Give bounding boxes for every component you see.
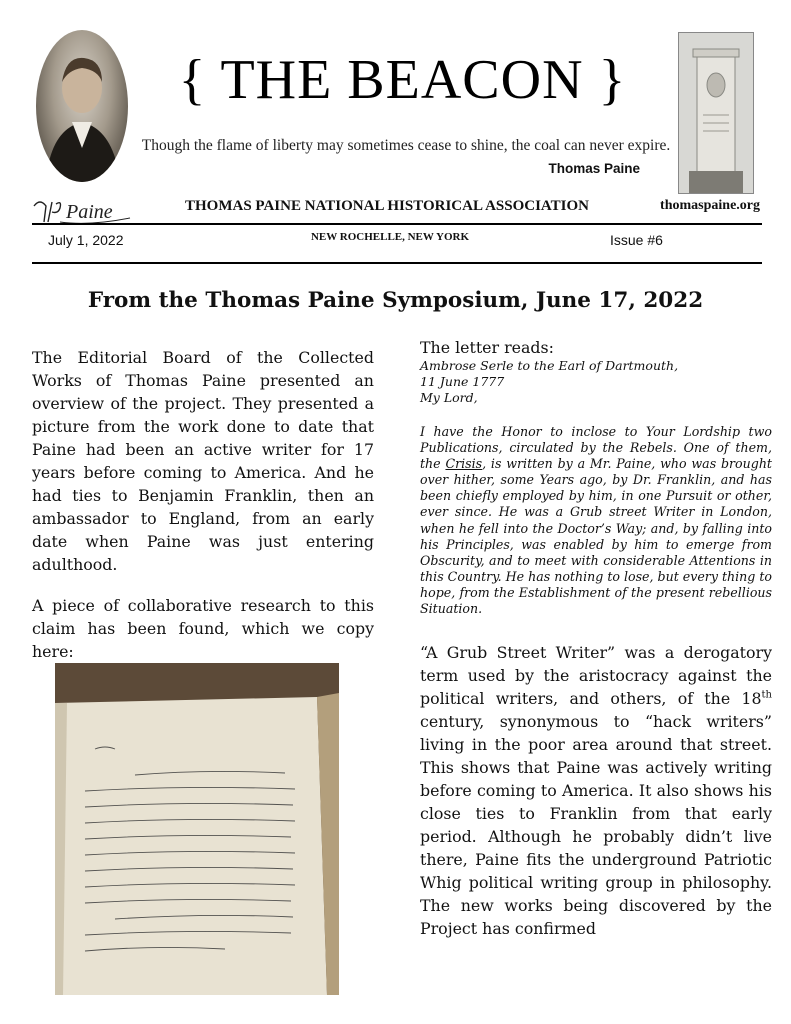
letter-header-line-1: Ambrose Serle to the Earl of Dartmouth, xyxy=(420,358,679,373)
research-paragraph: A piece of collaborative research to this claim has been found, which we copy here: xyxy=(32,596,374,661)
right-column xyxy=(420,338,772,940)
letter-intro: The letter reads: xyxy=(420,338,554,357)
association-name: THOMAS PAINE NATIONAL HISTORICAL ASSOCIATION xyxy=(185,198,589,214)
ordinal-suffix: th xyxy=(761,689,772,701)
grub-street-paragraph: “A Grub Street Writer” was a derogatory term used by the aristocracy against the political writers, and others, of the 18th century, synonymous to “hack writers” living in the poor area around that street. This shows that Paine was actively writing before coming to America. It also shows his close ties to Franklin from that early period. Although he probably didn’t live there, Paine fits the underground Patriotic Whig political writing group in philosophy. The new works being discovered by the Project has confirmed xyxy=(420,643,772,939)
article-headline: From the Thomas Paine Symposium, June 17, 2022 xyxy=(87,288,704,313)
letter-header-line-2: 11 June 1777 xyxy=(420,374,505,389)
left-column xyxy=(32,346,374,681)
crisis-title: Crisis xyxy=(445,456,483,472)
issue-location: NEW ROCHELLE, NEW YORK xyxy=(310,231,470,243)
website-link[interactable]: thomaspaine.org xyxy=(660,198,760,213)
thomas-paine-portrait xyxy=(36,30,128,182)
letter-manuscript-photo xyxy=(55,663,339,995)
svg-text:Paine: Paine xyxy=(66,201,113,223)
newsletter-title: { THE BEACON } xyxy=(178,49,627,111)
masthead-motto: Though the flame of liberty may sometimes cease to shine, the coal can never expire. xyxy=(141,137,671,154)
motto-author: Thomas Paine xyxy=(548,161,640,176)
letter-body: I have the Honor to inclose to Your Lordship two Publications, circulated by the Rebels. One of them, the Crisis, is written by a Mr. Paine, who was brought over hither, some Years ago, by Dr. Franklin, and has been chiefly employed by him, in one Pursuit or other, ever since. He was a Grub street Writer in London, when he fell into the Doctor’s Way; and, by falling into his Principles, was enabled by him to emerge from Obscurity, and to meet with considerable Attentions in this Country. He has nothing to lose, but every thing to hope, from the Establishment of the present rebellious Situation. xyxy=(420,424,772,617)
paine-monument-photo xyxy=(678,32,754,194)
divider-top xyxy=(32,223,762,225)
issue-number: Issue #6 xyxy=(610,232,663,248)
intro-paragraph: The Editorial Board of the Collected Works of Thomas Paine presented an overview of the project. They presented a picture from the work done to date that Paine had been an active writer for 17 years before coming to America. And he had ties to Benjamin Franklin, then an ambassador to England, from an early date when Paine was just entering adulthood. xyxy=(32,348,374,574)
issue-date: July 1, 2022 xyxy=(48,232,124,248)
letter-header-line-3: My Lord, xyxy=(420,390,478,405)
divider-bottom xyxy=(32,262,762,264)
